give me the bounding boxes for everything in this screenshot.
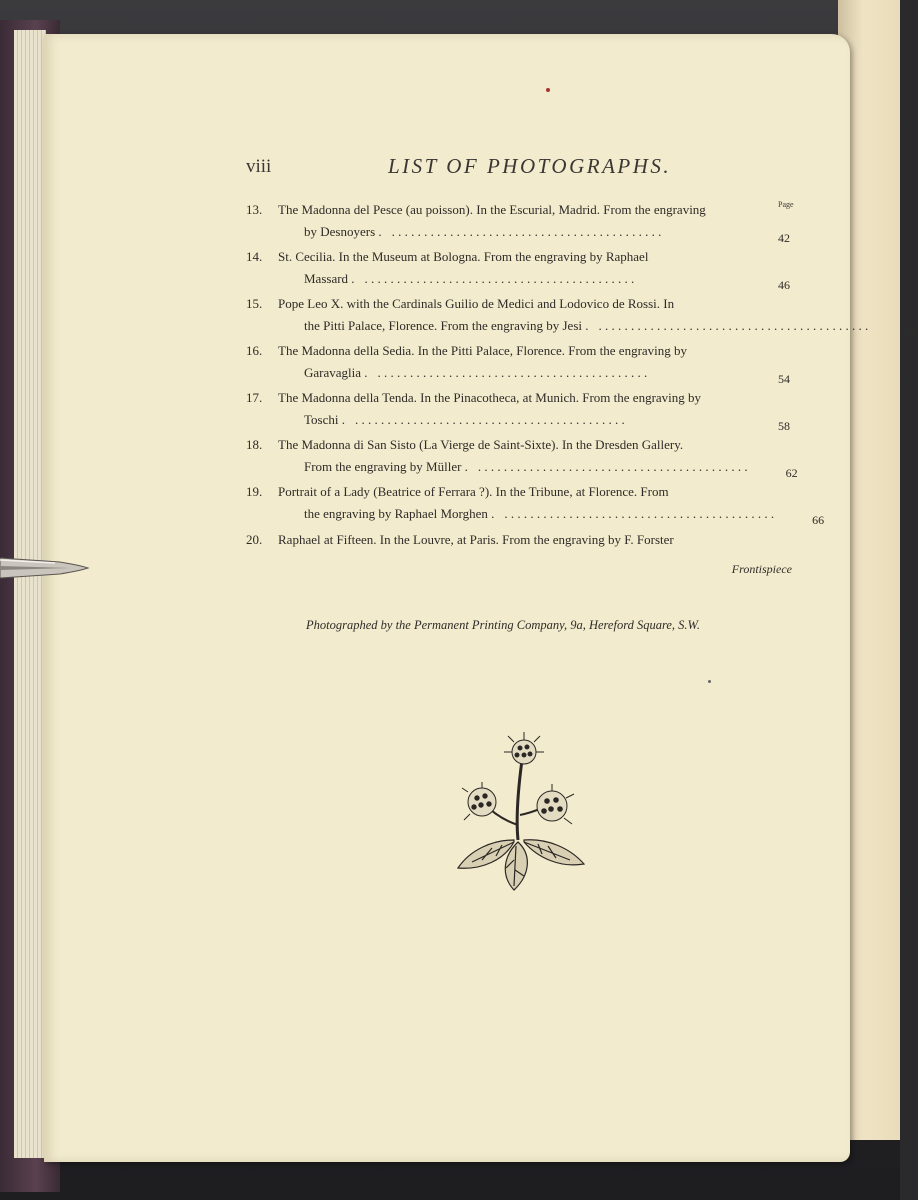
entry-text: The Madonna di San Sisto (La Vierge de Saint-Sixte). In the Dresden Gallery.	[278, 437, 684, 452]
list-item	[246, 484, 825, 527]
entry-page: 58	[778, 419, 790, 433]
entry-number: 17.	[246, 390, 263, 405]
list-item	[246, 437, 798, 480]
entry-page: 46	[778, 278, 790, 292]
paper-mark	[546, 88, 550, 92]
entry-continuation: the engraving by Raphael Morghen .	[304, 506, 495, 521]
entry-continuation: Garavaglia .	[304, 365, 368, 380]
leader-dots: . . . . . . . . . . . . . . . . . . . . . . . . . . . . . . . . . . . . . . . . . .	[504, 506, 775, 521]
entry-number: 16.	[246, 343, 263, 358]
entry-text: Raphael at Fifteen. In the Louvre, at Paris. From the engraving by F. Forster	[278, 532, 674, 547]
paper-speck	[708, 680, 711, 683]
entry-number: 19.	[246, 484, 263, 499]
entry-page: 62	[785, 466, 798, 480]
leader-dots: . . . . . . . . . . . . . . . . . . . . . . . . . . . . . . . . . . . . . . . . . .	[477, 459, 748, 474]
entry-page: 66	[812, 513, 825, 527]
entry-number: 20.	[246, 532, 263, 547]
leader-dots: . . . . . . . . . . . . . . . . . . . . . . . . . . . . . . . . . . . . . . . . . .	[391, 224, 662, 239]
leader-dots: . . . . . . . . . . . . . . . . . . . . . . . . . . . . . . . . . . . . . . . . . .	[354, 412, 625, 427]
entry-page: 50	[906, 325, 918, 339]
page-number: viii	[246, 156, 272, 177]
entry-continuation: Toschi .	[304, 412, 345, 427]
leader-dots: . . . . . . . . . . . . . . . . . . . . . . . . . . . . . . . . . . . . . . . . . .	[377, 365, 648, 380]
list-item	[246, 532, 790, 548]
frontispiece-label: Frontispiece	[731, 562, 792, 576]
entry-text: Portrait of a Lady (Beatrice of Ferrara ?). In the Tribune, at Florence. From	[278, 484, 669, 499]
list-item	[246, 296, 918, 339]
entry-continuation: From the engraving by Müller .	[304, 459, 468, 474]
raspberry-sprig-icon	[452, 730, 592, 895]
entry-continuation: Massard .	[304, 271, 355, 286]
bookmark-clip-icon	[0, 548, 90, 588]
entry-number: 18.	[246, 437, 263, 452]
entry-text: The Madonna della Tenda. In the Pinacotheca, at Munich. From the engraving by	[278, 390, 702, 405]
list-item	[246, 202, 790, 245]
leader-dots: . . . . . . . . . . . . . . . . . . . . . . . . . . . . . . . . . . . . . . . . . .	[598, 318, 869, 333]
page-title: LIST OF PHOTOGRAPHS.	[388, 154, 672, 178]
entry-number: 13.	[246, 202, 263, 217]
printer-credit: Photographed by the Permanent Printing Company, 9a, Hereford Square, S.W.	[306, 618, 700, 632]
entry-page: 54	[778, 372, 790, 386]
list-item	[246, 249, 790, 292]
entry-text: The Madonna del Pesce (au poisson). In the Escurial, Madrid. From the engraving	[278, 202, 706, 217]
page-edges	[14, 30, 46, 1158]
entry-text: St. Cecilia. In the Museum at Bologna. From the engraving by Raphael	[278, 249, 649, 264]
entry-number: 14.	[246, 249, 263, 264]
page-column-label: Page	[778, 200, 794, 209]
entry-continuation: by Desnoyers .	[304, 224, 382, 239]
list-item	[246, 390, 790, 433]
entry-text: Pope Leo X. with the Cardinals Guilio de Medici and Lodovico de Rossi. In	[278, 296, 675, 311]
entry-number: 15.	[246, 296, 263, 311]
entry-continuation: the Pitti Palace, Florence. From the engraving by Jesi .	[304, 318, 589, 333]
list-item	[246, 343, 790, 386]
entry-page: 42	[778, 231, 790, 245]
entry-text: The Madonna della Sedia. In the Pitti Palace, Florence. From the engraving by	[278, 343, 688, 358]
leader-dots: . . . . . . . . . . . . . . . . . . . . . . . . . . . . . . . . . . . . . . . . . .	[364, 271, 635, 286]
